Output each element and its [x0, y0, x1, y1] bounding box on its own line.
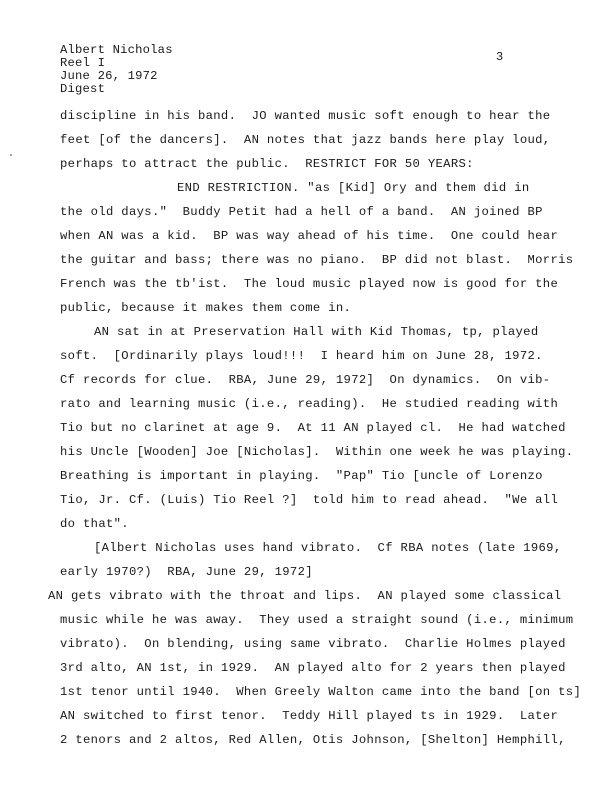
body-line: Tio, Jr. Cf. (Luis) Tio Reel ?] told him to read ahead. "We all: [60, 493, 559, 507]
body-line: vibrato). On blending, using same vibrato. Charlie Holmes played: [60, 637, 566, 651]
body-line: END RESTRICTION. "as [Kid] Ory and them did in: [177, 181, 530, 195]
header-type: Digest: [60, 82, 106, 96]
body-line: Breathing is important in playing. "Pap" Tio [uncle of Lorenzo: [60, 469, 543, 483]
body-line: AN gets vibrato with the throat and lips. AN played some classical: [48, 589, 562, 603]
body-line: Cf records for clue. RBA, June 29, 1972] On dynamics. On vib-: [60, 373, 551, 387]
body-line: when AN was a kid. BP was way ahead of his time. One could hear: [60, 229, 559, 243]
header-date: June 26, 1972: [60, 69, 158, 83]
body-line: discipline in his band. JO wanted music soft enough to hear the: [60, 109, 551, 123]
body-line: do that".: [60, 517, 129, 531]
body-line: 3rd alto, AN 1st, in 1929. AN played alto for 2 years then played: [60, 661, 566, 675]
header-reel: Reel I: [60, 56, 106, 70]
page-number: 3: [496, 50, 504, 64]
body-line: soft. [Ordinarily plays loud!!! I heard him on June 28, 1972.: [60, 349, 543, 363]
document-header: [60, 44, 173, 96]
body-line: [Albert Nicholas uses hand vibrato. Cf RBA notes (late 1969,: [94, 541, 562, 555]
body-line: his Uncle [Wooden] Joe [Nicholas]. Within one week he was playing.: [60, 445, 574, 459]
body-line: AN sat in at Preservation Hall with Kid Thomas, tp, played: [94, 325, 539, 339]
header-name: Albert Nicholas: [60, 43, 173, 57]
body-line: 2 tenors and 2 altos, Red Allen, Otis Johnson, [Shelton] Hemphill,: [60, 733, 566, 747]
body-line: public, because it makes them come in.: [60, 301, 352, 315]
body-line: the old days." Buddy Petit had a hell of a band. AN joined BP: [60, 205, 543, 219]
body-line: rato and learning music (i.e., reading). He studied reading with: [60, 397, 559, 411]
body-line: French was the tb'ist. The loud music played now is good for the: [60, 277, 559, 291]
body-line: the guitar and bass; there was no piano. BP did not blast. Morris: [60, 253, 574, 267]
body-line: AN switched to first tenor. Teddy Hill played ts in 1929. Later: [60, 709, 559, 723]
scan-speck: [10, 154, 12, 156]
body-line: perhaps to attract the public. RESTRICT FOR 50 YEARS:: [60, 157, 474, 171]
body-line: music while he was away. They used a straight sound (i.e., minimum: [60, 613, 574, 627]
body-line: feet [of the dancers]. AN notes that jazz bands here play loud,: [60, 133, 551, 147]
body-line: Tio but no clarinet at age 9. At 11 AN played cl. He had watched: [60, 421, 566, 435]
body-line: early 1970?) RBA, June 29, 1972]: [60, 565, 313, 579]
body-line: 1st tenor until 1940. When Greely Walton came into the band [on ts]: [60, 685, 582, 699]
